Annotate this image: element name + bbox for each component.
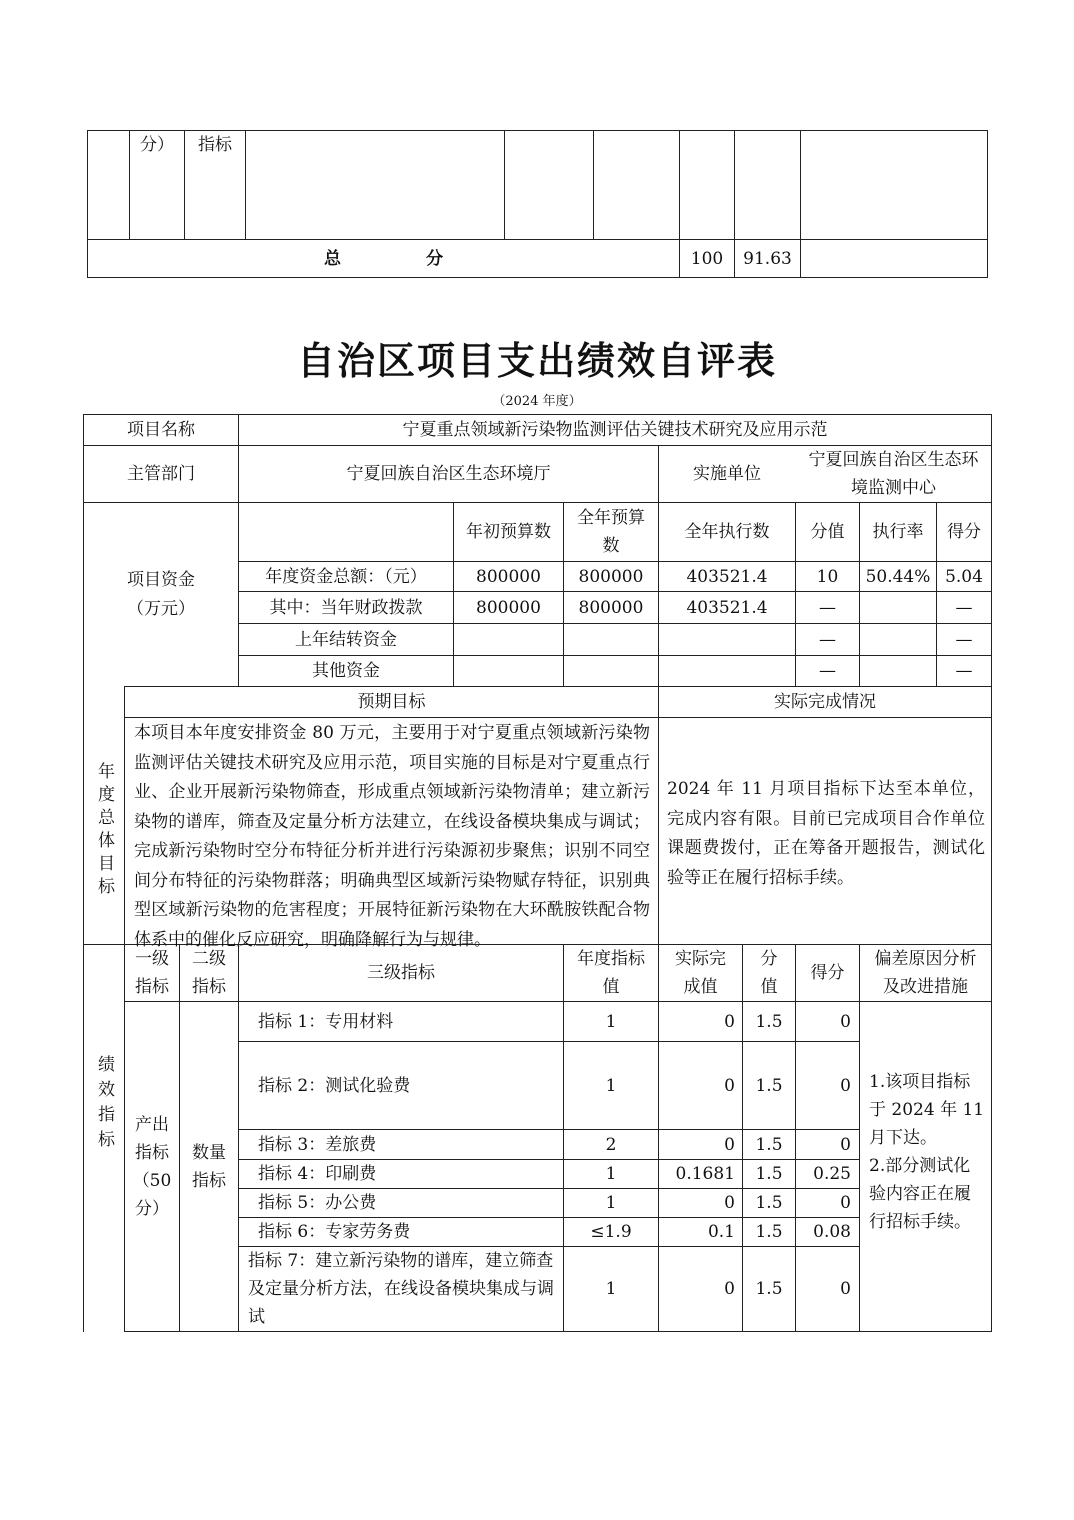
perf-row-target: 1 — [605, 1011, 617, 1032]
project-name-value: 宁夏重点领域新污染物监测评估关键技术研究及应用示范 — [402, 420, 828, 440]
funds-row-full: 800000 — [578, 566, 644, 587]
perf-row-got: 0 — [840, 1193, 851, 1213]
impl-label: 实施单位 — [693, 464, 761, 484]
expected-text: 本项目本年度安排资金 80 万元，主要用于对宁夏重点领域新污染物监测评估关键技术研究及应用示范，项目实施的目标是对宁夏重点行业、企业开展新污染物筛查，形成重点领域新污染物清单；建立新污染物的谱库，筛查及定量分析方法建立，在线设备模块集成与调试；完成新污染物时空分布特征分析并进行污染源初步聚焦；识别不同空间分布特征的污染物群落；明确典型区域新污染物赋存特征，识别典型区域新污染物的危害程度；开展特征新污染物在大环酰胺铁配合物体系中的催化反应研究，明确降解行为与规律。 — [134, 723, 650, 950]
perf-row-score: 1.5 — [755, 1075, 783, 1096]
funds-row-score: 10 — [816, 566, 839, 587]
perf-row-name: 指标 7：建立新污染物的谱库，建立筛查及定量分析方法，在线设备模块集成与调试 — [248, 1251, 554, 1327]
perf-row-name: 指标 5：办公费 — [258, 1193, 377, 1213]
funds-row-got: — — [955, 661, 973, 681]
perf-row-target: 2 — [605, 1134, 617, 1155]
goals-side-label-wrap — [84, 718, 124, 944]
total-max: 100 — [690, 248, 724, 269]
funds-header-exec: 全年执行数 — [684, 522, 770, 542]
actual-text: 2024 年 11 月项目指标下达至本单位，完成内容有限。目前已完成项目合作单位课题费拨付，正在筹备开题报告，测试化验等正在履行招标手续。 — [667, 779, 985, 888]
year-subtitle: （2024 年度） — [492, 394, 582, 409]
funds-row-rate: 50.44% — [865, 566, 931, 587]
top-cell-fen: 分） — [140, 135, 174, 155]
total-label: 总 分 — [324, 248, 443, 269]
perf-row-got: 0 — [840, 1075, 851, 1096]
perf-row-got: 0 — [840, 1011, 851, 1032]
perf-row-actual: 0 — [724, 1134, 735, 1155]
funds-row-name: 年度资金总额：（元） — [265, 566, 427, 587]
impl-value: 宁夏回族自治区生态环境监测中心 — [808, 450, 979, 498]
perf-header-l2: 二级指标 — [192, 949, 226, 997]
perf-reason-text: 1.该项目指标于 2024 年 11 月下达。 2.部分测试化验内容正在履行招标手续。 — [869, 1072, 985, 1232]
perf-row-target: ≤1.9 — [590, 1222, 632, 1242]
funds-header-full: 全年预算数 — [577, 508, 645, 556]
funds-row-got: 5.04 — [945, 566, 983, 587]
perf-header-reason: 偏差原因分析及改进措施 — [874, 949, 977, 997]
perf-header-l3: 三级指标 — [367, 963, 435, 983]
total-score: 91.63 — [743, 248, 792, 269]
funds-row-score: — — [819, 661, 836, 681]
page-title: 自治区项目支出绩效自评表 — [296, 338, 777, 383]
funds-row-name: 上年结转资金 — [295, 629, 397, 650]
perf-row-score: 1.5 — [755, 1279, 783, 1299]
dept-value: 宁夏回族自治区生态环境厅 — [346, 464, 551, 484]
perf-header-got: 得分 — [810, 963, 845, 983]
dept-label: 主管部门 — [127, 464, 195, 484]
funds-header-score: 分值 — [810, 522, 845, 542]
perf-row-target: 1 — [605, 1279, 617, 1299]
funds-row-rate — [860, 592, 936, 623]
perf-row-got: 0 — [840, 1134, 851, 1155]
perf-row-actual: 0.1681 — [675, 1164, 735, 1184]
funds-row-got: — — [955, 629, 973, 650]
funds-label: 项目资金（万元） — [127, 569, 195, 619]
funds-row-full: 800000 — [578, 597, 644, 618]
goals-side-label: 年度总体目标 — [94, 762, 114, 900]
project-name-label: 项目名称 — [127, 420, 195, 440]
perf-row-actual: 0 — [724, 1075, 735, 1096]
funds-row-init: 800000 — [476, 566, 541, 587]
perf-l1-value: 产出指标（50分） — [132, 1114, 172, 1219]
perf-header-l1: 一级指标 — [135, 949, 169, 997]
perf-row-name: 指标 3：差旅费 — [258, 1134, 377, 1155]
perf-side-label: 绩效指标 — [94, 1055, 114, 1155]
funds-row-got: — — [955, 597, 973, 618]
perf-header-score: 分值 — [760, 949, 778, 997]
perf-row-score: 1.5 — [755, 1193, 783, 1213]
perf-row-score: 1.5 — [755, 1164, 783, 1184]
funds-row-name: 其他资金 — [312, 661, 380, 681]
perf-row-got: 0.08 — [813, 1222, 851, 1242]
perf-row-score: 1.5 — [755, 1222, 783, 1242]
funds-row-name: 其中：当年财政拨款 — [269, 597, 423, 618]
perf-header-target: 年度指标值 — [577, 949, 645, 997]
funds-row-score: — — [819, 597, 836, 618]
perf-row-target: 1 — [605, 1075, 617, 1096]
perf-row-target: 1 — [605, 1193, 617, 1213]
perf-row-actual: 0 — [724, 1279, 735, 1299]
perf-row-actual: 0 — [724, 1011, 735, 1032]
funds-header-got: 得分 — [947, 522, 981, 542]
top-cell-zhibiao: 指标 — [198, 135, 232, 155]
funds-row-exec: 403521.4 — [686, 597, 768, 618]
perf-side-label-wrap — [84, 945, 124, 1331]
funds-row-exec: 403521.4 — [686, 566, 768, 587]
expected-label: 预期目标 — [357, 692, 426, 712]
perf-row-name: 指标 1：专用材料 — [258, 1011, 394, 1032]
perf-row-score: 1.5 — [755, 1011, 783, 1032]
perf-row-got: 0 — [840, 1279, 851, 1299]
perf-row-actual: 0.1 — [707, 1222, 735, 1242]
perf-row-name: 指标 6：专家劳务费 — [258, 1222, 411, 1242]
perf-row-actual: 0 — [724, 1193, 735, 1213]
perf-row-score: 1.5 — [755, 1134, 783, 1155]
funds-header-init: 年初预算数 — [466, 522, 551, 542]
perf-header-actual: 实际完成值 — [675, 949, 726, 997]
perf-row-name: 指标 4：印刷费 — [258, 1164, 377, 1184]
perf-row-name: 指标 2：测试化验费 — [258, 1075, 411, 1096]
funds-header-rate: 执行率 — [872, 522, 924, 542]
funds-row-init: 800000 — [476, 597, 541, 618]
perf-row-target: 1 — [605, 1164, 617, 1184]
perf-l2-value: 数量指标 — [192, 1142, 226, 1191]
actual-label: 实际完成情况 — [774, 692, 876, 712]
perf-row-got: 0.25 — [813, 1164, 851, 1184]
funds-row-score: — — [819, 629, 836, 650]
